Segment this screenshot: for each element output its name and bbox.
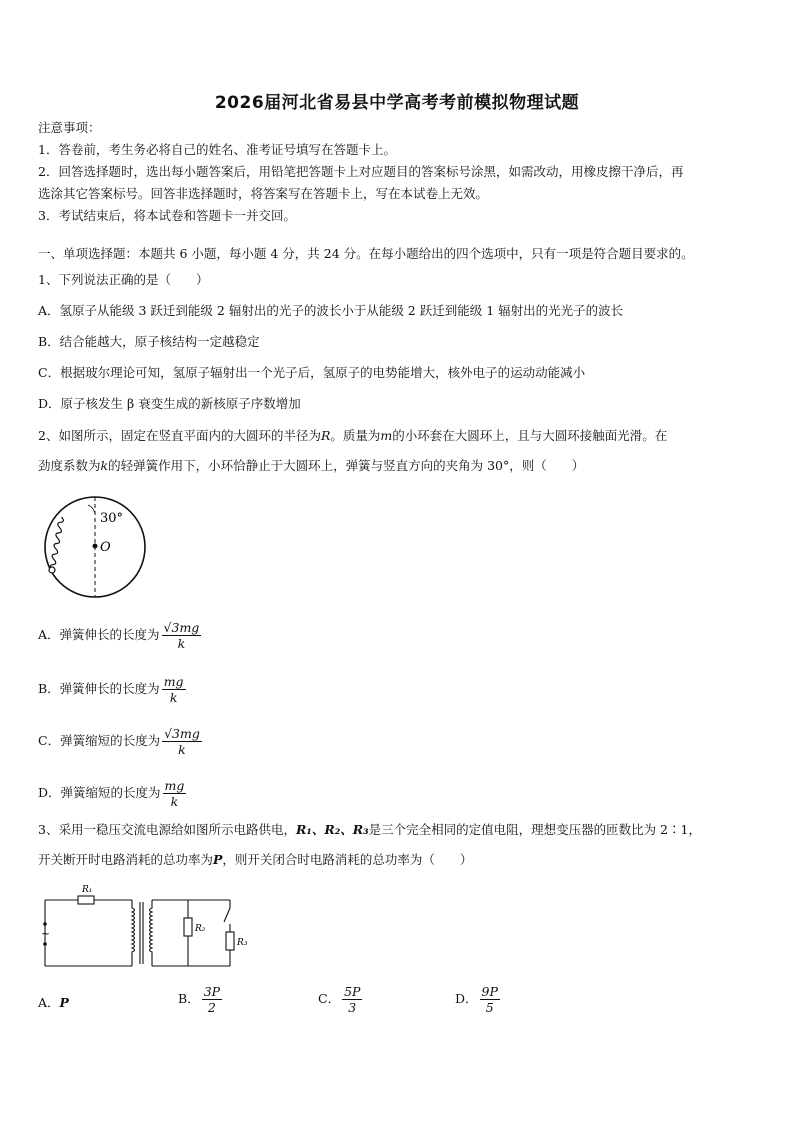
q2-d-label: D．弹簧缩短的长度为 — [38, 785, 161, 800]
q2-a-label: A．弹簧伸长的长度为 — [38, 627, 160, 642]
center-point — [93, 544, 98, 549]
primary-coil — [132, 900, 135, 966]
q3-b-label: B． — [178, 991, 200, 1006]
q3-stem-line2 — [38, 851, 472, 869]
denominator: 3 — [348, 1000, 357, 1015]
q3-option-d — [455, 984, 500, 1015]
q3-stem-text: 是三个完全相同的定值电阻，理想变压器的匝数比为 2∶1， — [368, 822, 701, 837]
notice-item-2: 2．回答选择题时，选出每小题答案后，用铅笔把答题卡上对应题目的答案标号涂黑，如需改动，用橡皮擦干净后，再 — [38, 164, 684, 179]
q2-var-r: R — [320, 428, 331, 443]
q2-stem-text: 劲度系数为 — [38, 458, 101, 473]
source-terminal — [43, 942, 47, 946]
notice-item-1: 1．答卷前，考生务必将自己的姓名、准考证号填写在答题卡上。 — [38, 142, 396, 157]
numerator: mg — [164, 778, 185, 793]
secondary-coil — [150, 900, 153, 966]
q1-option-c: C．根据玻尔理论可知，氢原子辐射出一个光子后，氢原子的电势能增大，核外电子的运动动能减小 — [38, 365, 586, 380]
q2-b-label: B．弹簧伸长的长度为 — [38, 681, 160, 696]
q3-resistors: R₁、R₂、R₃ — [295, 822, 369, 837]
resistor-r1 — [78, 896, 94, 904]
center-label: O — [100, 540, 111, 555]
q3-option-a — [38, 994, 69, 1012]
q2-stem-text: 2、如图所示，固定在竖直平面内的大圆环的半径为 — [38, 428, 321, 443]
ring-spring-figure — [40, 492, 160, 602]
numerator: mg — [163, 674, 184, 689]
angle-arc — [88, 505, 95, 514]
q1-option-a: A．氢原子从能级 3 跃迁到能级 2 辐射出的光子的波长小于从能级 2 跃迁到能级 1 辐射出的光光子的波长 — [38, 303, 624, 318]
notice-item-2-cont: 选涂其它答案标号。回答非选择题时，将答案写在答题卡上，写在本试卷上无效。 — [38, 186, 489, 201]
q2-option-c — [38, 726, 202, 757]
source-terminal — [43, 922, 47, 926]
denominator: 2 — [207, 1000, 216, 1015]
q3-option-b — [178, 984, 222, 1015]
numerator: √3mg — [164, 726, 200, 741]
fraction — [342, 984, 362, 1015]
page-title: 2026届河北省易县中学高考考前模拟物理试题 — [214, 93, 580, 113]
q1-stem: 1、下列说法正确的是（ ） — [38, 272, 209, 287]
q2-c-label: C．弹簧缩短的长度为 — [38, 733, 161, 748]
q2-var-m: m — [380, 428, 393, 443]
resistor-r2 — [184, 918, 192, 936]
label-r1: R₁ — [82, 885, 93, 895]
numerator: 9P — [481, 984, 498, 999]
q2-stem-text: 的小环套在大圆环上，且与大圆环接触面光滑。在 — [392, 428, 668, 443]
q3-stem-line1 — [38, 821, 701, 839]
label-r3: R₃ — [237, 938, 248, 948]
q3-a-label: A． — [38, 995, 60, 1010]
circuit-figure — [40, 882, 250, 972]
numerator: 3P — [203, 984, 221, 999]
q3-stem-text: ，则开关闭合时电路消耗的总功率为（ ） — [222, 852, 473, 867]
angle-label: 30° — [100, 511, 124, 526]
denominator: k — [177, 636, 186, 651]
denominator: 5 — [485, 1000, 494, 1015]
resistor-r3 — [226, 932, 234, 950]
q3-c-label: C． — [318, 991, 341, 1006]
q2-stem-line1 — [38, 427, 667, 445]
section-heading: 一、单项选择题：本题共 6 小题，每小题 4 分，共 24 分。在每小题给出的四个选项中，只有一项是符合题目要求的。 — [38, 246, 694, 261]
q3-a-value: P — [59, 995, 69, 1010]
q1-option-d: D．原子核发生 β 衰变生成的新核原子序数增加 — [38, 396, 301, 411]
q3-var-p: P — [213, 852, 223, 867]
notice-heading: 注意事项： — [38, 120, 101, 135]
denominator: k — [178, 742, 186, 757]
fraction — [162, 620, 202, 651]
label-r2: R₂ — [195, 924, 206, 934]
small-ring — [49, 567, 55, 573]
q1-option-b: B．结合能越大，原子核结构一定越稳定 — [38, 334, 260, 349]
fraction — [202, 984, 222, 1015]
ac-source-symbol: ~ — [41, 927, 51, 940]
fraction — [163, 778, 187, 809]
q2-option-d — [38, 778, 186, 809]
q2-stem-text: 。质量为 — [330, 428, 381, 443]
notice-item-3: 3．考试结束后，将本试卷和答题卡一并交回。 — [38, 208, 296, 223]
fraction — [162, 674, 186, 705]
numerator: 5P — [344, 984, 361, 999]
q2-stem-text: 的轻弹簧作用下，小环恰静止于大圆环上，弹簧与竖直方向的夹角为 30°，则（ ） — [108, 458, 585, 473]
q3-stem-text: 3、采用一稳压交流电源给如图所示电路供电， — [38, 822, 296, 837]
fraction — [480, 984, 500, 1015]
q3-stem-text: 开关断开时电路消耗的总功率为 — [38, 852, 214, 867]
q2-var-k: k — [100, 458, 109, 473]
q2-option-b — [38, 674, 186, 705]
numerator: √3mg — [163, 620, 200, 635]
q3-d-label: D． — [455, 991, 478, 1006]
fraction — [162, 726, 202, 757]
q3-option-c — [318, 984, 362, 1015]
denominator: k — [170, 794, 179, 809]
switch — [224, 908, 230, 922]
denominator: k — [169, 690, 178, 705]
q2-stem-line2 — [38, 457, 584, 475]
q2-option-a — [38, 620, 201, 651]
